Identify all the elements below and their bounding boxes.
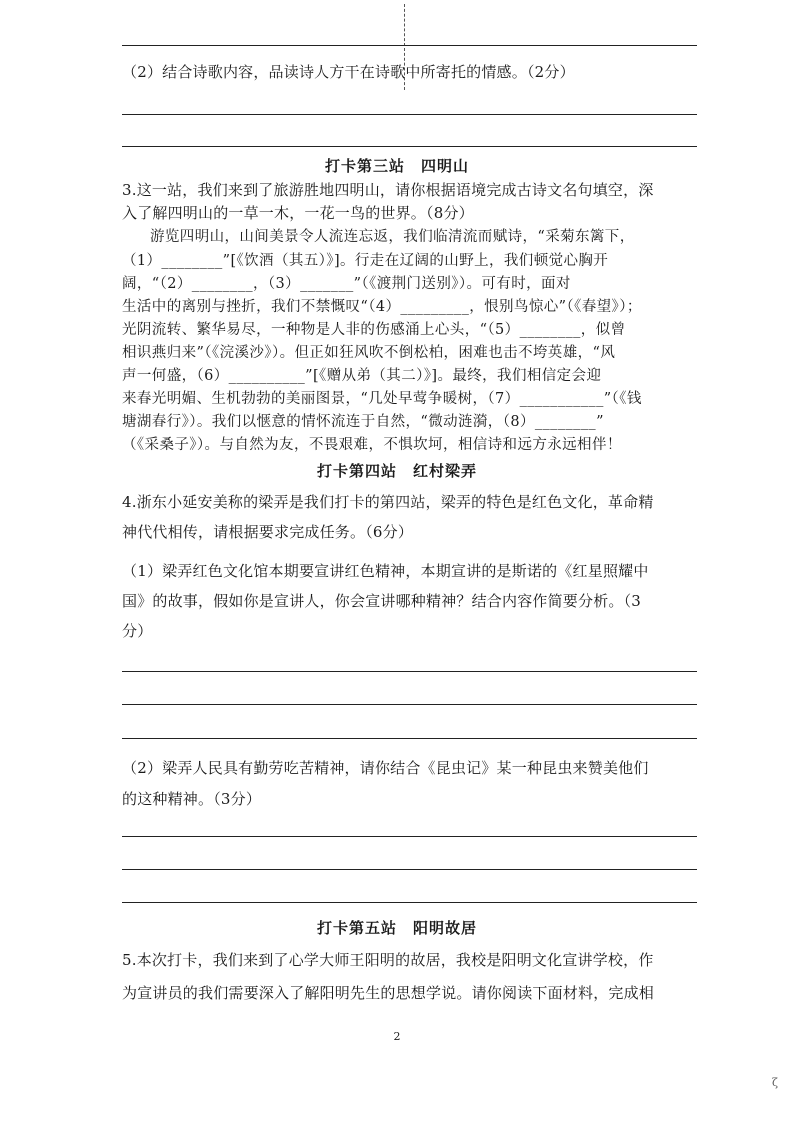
section-heading-3: 打卡第三站 四明山 — [324, 157, 469, 175]
q4-sub2-line: 的这种精神。（3分） — [122, 790, 262, 808]
section-heading-4: 打卡第四站 红村梁弄 — [316, 462, 477, 480]
answer-line[interactable] — [122, 671, 697, 672]
q5-intro-line1: 5.本次打卡，我们来到了心学大师王阳明的故居，我校是阳明文化宣讲学校，作 — [122, 951, 654, 969]
q3-fill-line: 游览四明山，山间美景令人流连忘返，我们临清流而赋诗，“采菊东篱下， — [150, 229, 635, 245]
q3-fill-line: （1）________”[《饮酒（其五）》]。行走在辽阔的山野上，我们顿觉心胸开 — [122, 253, 609, 269]
q3-fill-line: 来春光明媚、生机勃勃的美丽图景，“几处早莺争暖树，（7）___________”（《钱 — [122, 391, 642, 407]
answer-line[interactable] — [122, 114, 697, 115]
q3-intro-line1: 3.这一站，我们来到了旅游胜地四明山，请你根据语境完成古诗文名句填空，深 — [122, 181, 654, 199]
q3-intro-line2: 入了解四明山的一草一木，一花一鸟的世界。（8分） — [122, 204, 474, 222]
answer-line[interactable] — [122, 146, 697, 147]
q5-intro-line2: 为宣讲员的我们需要深入了解阳明先生的思想学说。请你阅读下面材料，完成相 — [122, 984, 655, 1002]
page-number: 2 — [393, 1030, 401, 1043]
q3-fill-line: 塘湖春行》）。我们以惬意的情怀流连于自然，“微动涟漪，（8）________” — [122, 414, 604, 430]
q3-fill-line: 相识燕归来”（《浣溪沙》）。但正如狂风吹不倒松柏，困难也击不垮英雄，“风 — [122, 345, 616, 361]
answer-line[interactable] — [122, 45, 697, 46]
q3-fill-line: 生活中的离别与挫折，我们不禁慨叹“（4）_________，恨别鸟惊心”（《春望》）； — [122, 299, 642, 315]
q3-fill-line: 光阴流转、繁华易尽，一种物是人非的伤感涌上心头，“（5）________，似曾 — [122, 322, 626, 338]
answer-line[interactable] — [122, 869, 697, 870]
q4-sub2-line: （2）梁弄人民具有勤劳吃苦精神，请你结合《昆虫记》某一种昆虫来赞美他们 — [122, 759, 649, 777]
q4-intro-line2: 神代代相传，请根据要求完成任务。（6分） — [122, 523, 414, 541]
answer-line[interactable] — [122, 704, 697, 705]
scan-mark: ζ — [772, 1076, 778, 1089]
section-heading-5: 打卡第五站 阳明故居 — [316, 919, 477, 937]
q4-intro-line1: 4.浙东小延安美称的梁弄是我们打卡的第四站，梁弄的特色是红色文化，革命精 — [122, 493, 654, 511]
q4-sub1-line: 分） — [122, 622, 153, 640]
q3-fill-line: 声一何盛，（6）__________”[《赠从弟（其二）》]。最终，我们相信定会迎 — [122, 368, 602, 384]
q2-prompt: （2）结合诗歌内容，品读诗人方干在诗歌中所寄托的情感。（2分） — [122, 63, 575, 81]
answer-line[interactable] — [122, 738, 697, 739]
answer-line[interactable] — [122, 836, 697, 837]
answer-line[interactable] — [122, 902, 697, 903]
q3-fill-line: 阔，“（2）________，（3）_______”（《渡荆门送别》）。可有时，面对 — [122, 276, 571, 292]
q4-sub1-line: 国》的故事，假如你是宣讲人，你会宣讲哪种精神？结合内容作简要分析。（3 — [122, 592, 642, 610]
q4-sub1-line: （1）梁弄红色文化馆本期要宣讲红色精神，本期宣讲的是斯诺的《红星照耀中 — [122, 562, 649, 580]
q3-fill-line: （《采桑子》）。与自然为友，不畏艰难，不惧坎坷，相信诗和远方永远相伴！ — [122, 437, 622, 453]
